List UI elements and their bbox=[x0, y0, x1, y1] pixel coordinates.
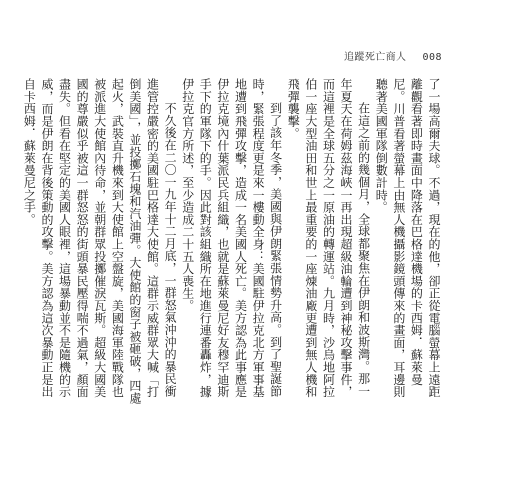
paragraph-3: 到了該年冬季，美國與伊朗緊張情勢升高。到了聖誕節時，緊張程度更是來一樓動全身：美國駐伊拉克北方軍事基地遭到飛彈攻擊，造成一名美國人死亡。美方認為此事應是伊拉克境內什葉派民兵組織，也就是蘇萊曼尼好友穆罕迪斯手下的軍隊下的手。因此對該組織所在地進行連番轟炸，據伊拉克官方所述，至少造成二十五人喪生。 bbox=[180, 78, 283, 398]
body-text bbox=[22, 78, 442, 408]
page-header bbox=[344, 52, 442, 64]
paragraph-2: 在這之前的幾個月，全球都聚焦在伊朗和波斯灣。那一年夏天在荷姆茲海峽一再出現超級油輪遭到神秘攻擊事件，而這裡是全球五分之一原油的轉運站。九月時，沙烏地阿拉伯一座大型油田和世上最重要的一座煉油廠更遭到無人機和飛彈襲擊。 bbox=[286, 78, 371, 398]
paragraph-4: 不久後在二〇一九年十二月底，一群怒氣沖沖的暴民衝進管控嚴密的美國駐巴格達大使館。這群示威群眾大喊「打倒美國」，並投擲石塊和汽油彈。大使館的窗子被砸破，四處起火，武裝直升機來到大使館上空盤旋，美國海軍陸戰隊也被派進大使館內待命，並朝群眾投擲催淚瓦斯。超級大國美國的尊嚴似乎被這一群怒怒的街頭暴民壓得喘不過氣，顏面盡失。但看在堅定的美國人眼裡，這場暴動並不是隨機的示威，而是伊朗在背後策動的攻擊。美方認為這次暴動正是出自卡西姆．蘇萊曼尼之手。 bbox=[22, 78, 178, 405]
running-title: 追蹤死亡商人 bbox=[344, 52, 407, 63]
paragraph-1: 了一場高爾夫球。不過，現在的他，卻正從電腦螢幕上遠距離觀看著即時畫面中降落在巴格達機場的卡西姆．蘇萊曼尼。川普看著螢幕上由無人機攝影鏡頭傳來的畫面，耳邊則聽著美國軍隊倒數計時。 bbox=[374, 78, 441, 398]
page-number: 008 bbox=[422, 52, 442, 63]
